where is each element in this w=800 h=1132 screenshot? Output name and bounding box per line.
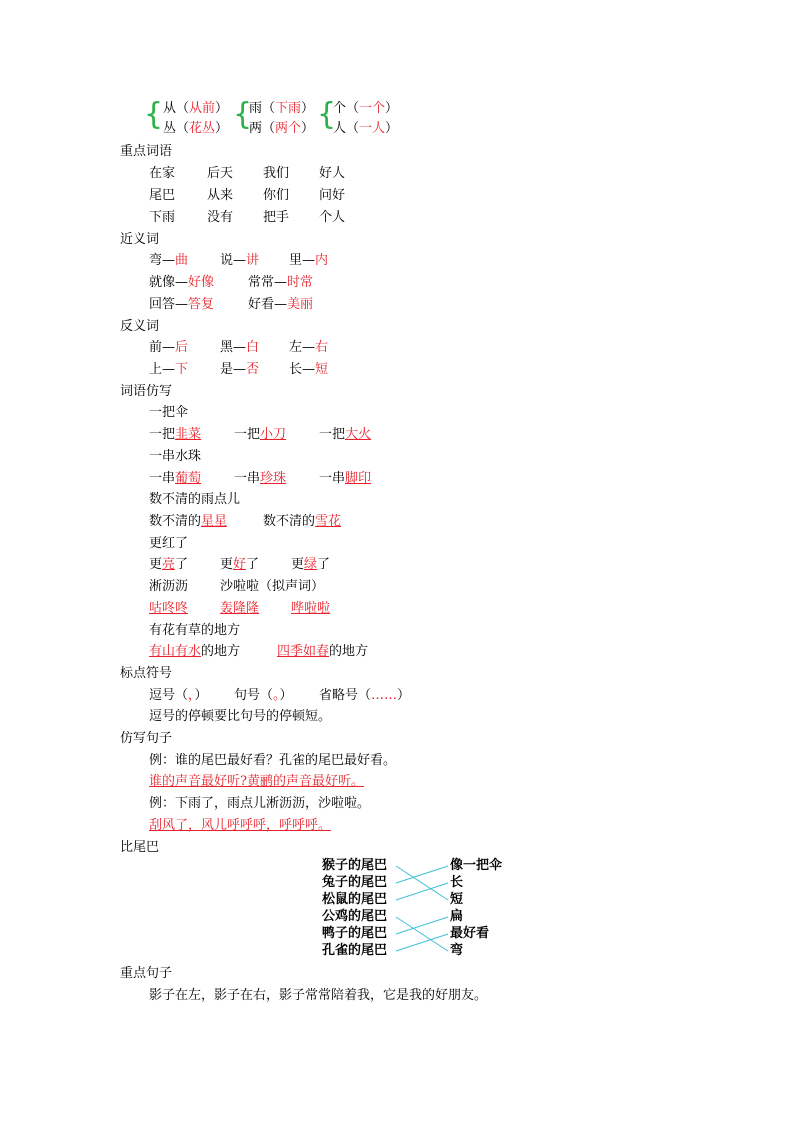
match-line — [396, 883, 448, 900]
match-line — [396, 866, 448, 900]
matching-lines — [394, 857, 450, 959]
group3-row2: 人（一人） — [333, 121, 399, 136]
example-line: 更红了 — [149, 536, 189, 551]
tail-left-item: 猴子的尾巴 — [322, 858, 388, 873]
brace-icon: { — [317, 97, 337, 132]
match-line — [396, 917, 448, 951]
example-line: 数不清的雨点儿 — [149, 492, 241, 507]
tail-left-item: 兔子的尾巴 — [322, 875, 388, 890]
answer-sentence: 谁的声音最好听?黄鹂的声音最好听。 — [149, 774, 364, 789]
key-sentence: 影子在左，影子在右，影子常常陪着我，它是我的好朋友。 — [149, 988, 488, 1003]
group3-row1: 个（一个） — [333, 101, 399, 116]
synonyms-heading: 近义词 — [120, 232, 160, 247]
tail-left-item: 孔雀的尾巴 — [322, 943, 388, 958]
answer-sentence: 刮风了，风儿呼呼呼，呼呼呼。 — [149, 818, 332, 833]
tail-right-item: 最好看 — [450, 926, 490, 941]
example-line: 有花有草的地方 — [149, 623, 241, 638]
tail-left-item: 松鼠的尾巴 — [322, 892, 388, 907]
example-line: 一串水珠 — [149, 449, 202, 464]
punctuation-heading: 标点符号 — [120, 666, 173, 681]
match-line — [396, 866, 448, 883]
tail-right-item: 扁 — [450, 909, 464, 924]
example-line: 一把伞 — [149, 405, 189, 420]
example-sentence: 例：谁的尾巴最好看？孔雀的尾巴最好看。 — [149, 753, 397, 768]
example-sentence: 例：下雨了，雨点儿淅沥沥，沙啦啦。 — [149, 796, 371, 811]
match-line — [396, 934, 448, 951]
tail-right-item: 短 — [450, 892, 464, 907]
tail-right-item: 像一把伞 — [450, 858, 503, 873]
brace-icon: { — [233, 97, 253, 132]
group2-row1: 雨（下雨） — [249, 101, 315, 116]
brace-icon: { — [144, 97, 164, 132]
tails-heading: 比尾巴 — [120, 840, 160, 855]
tail-left-item: 公鸡的尾巴 — [322, 909, 388, 924]
group1-row2: 丛（花丛） — [163, 121, 229, 136]
key-words-heading: 重点词语 — [120, 144, 173, 159]
tail-right-item: 弯 — [450, 943, 464, 958]
imitation-words-heading: 词语仿写 — [120, 384, 173, 399]
antonyms-heading: 反义词 — [120, 319, 160, 334]
tail-right-item: 长 — [450, 875, 464, 890]
group2-row2: 两（两个） — [249, 121, 315, 136]
match-line — [396, 917, 448, 934]
tail-left-item: 鸭子的尾巴 — [322, 926, 388, 941]
key-sentence-heading: 重点句子 — [120, 966, 173, 981]
punctuation-note: 逗号的停顿要比句号的停顿短。 — [149, 709, 332, 724]
worksheet-page: { 从（从前） 丛（花丛） { 雨（下雨） 两（两个） { 个（一个） 人（一人） 重点词语 在家 后天 我们 好人 尾巴 从来 你们 问好 下雨 没有 把手 个人 近义词 弯—曲 说—讲 里—内 就像—好像 常常—时常 回答—答复 好看—美丽 反义词 前—后 黑—白 左—右 上—下 是—否 长—短 词语仿写 一把伞 一把韭菜 一把小刀 一把大火 一串水珠 一串葡萄 一串珍珠 一串脚印 数不清的雨点儿 数不清的星星 数不清的雪花 更红了 更亮了 更好了 更绿了 淅沥沥 沙啦啦（拟声词） 咕咚咚 轰隆隆 哗啦啦 有花有草的地方 有山有水的地方 四季如春的地方 标点符号 逗号（，） 句号（。） 省略号（……） 逗号的停顿要比句号的停顿短。 仿写句子 例：谁的尾巴最好看？孔雀的尾巴最好看。 谁的声音最好听?黄鹂的声音最好听。 例：下雨了，雨点儿淅沥沥，沙啦啦。 刮风了，风儿呼呼呼，呼呼呼。 比尾巴 猴子的尾巴 兔子的尾巴 松鼠的尾巴 公鸡的尾巴 鸭子的尾巴 孔雀的尾巴 像一把伞 长 短 扁 最好看 弯 重点句子 影子在左，影子在右，影子常常陪着我，它是我的好朋友。 — [0, 0, 800, 1132]
imitation-sentences-heading: 仿写句子 — [120, 731, 173, 746]
group1-row1: 从（从前） — [163, 101, 229, 116]
